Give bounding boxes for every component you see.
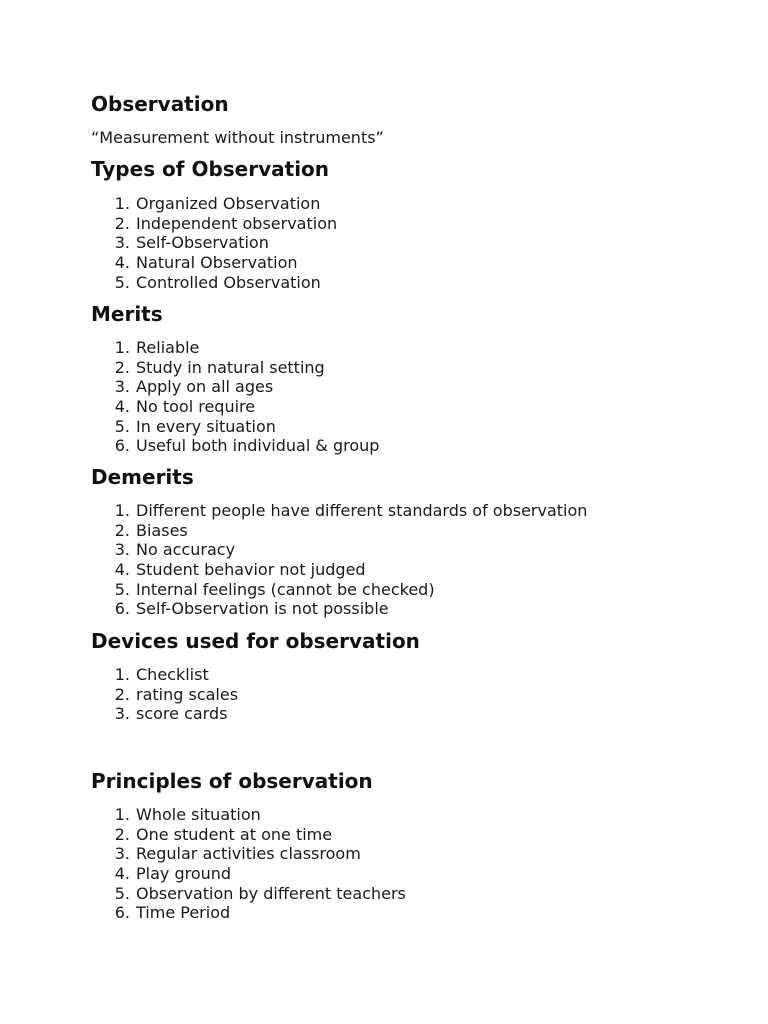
list-item-text: rating scales	[136, 684, 239, 704]
list-number: 5.	[114, 883, 130, 903]
list-item-text: Controlled Observation	[136, 272, 321, 292]
list-item-text: Internal feelings (cannot be checked)	[136, 579, 435, 599]
list-number: 6.	[114, 599, 130, 619]
list-item-text: Whole situation	[136, 805, 261, 824]
list-item-text: Independent observation	[136, 213, 338, 233]
list-item-text: score cards	[136, 704, 228, 724]
list-number: 2.	[114, 684, 130, 704]
list-item-text: Useful both individual & group	[136, 436, 380, 456]
list-number: 5.	[114, 579, 130, 599]
list-number: 2.	[114, 213, 130, 233]
list-number: 5.	[114, 416, 130, 436]
list-item-text: Organized Observation	[136, 194, 321, 213]
list-number: 3.	[114, 704, 130, 724]
list-item-text: Different people have different standards of observation	[136, 501, 588, 520]
list-number: 5.	[114, 272, 130, 292]
list-number: 6.	[114, 436, 130, 456]
list-item-text: Self-Observation	[136, 233, 269, 253]
list-number: 1.	[114, 805, 130, 824]
list-number: 4.	[114, 253, 130, 273]
list-item-text: Play ground	[136, 864, 232, 884]
list-number: 3.	[114, 233, 130, 253]
list-number: 4.	[114, 560, 130, 580]
list-number: 1.	[114, 665, 130, 684]
list-number: 2.	[114, 520, 130, 540]
list-item-text: Reliable	[136, 338, 200, 357]
list-number: 3.	[114, 377, 130, 397]
list-item-text: Time Period	[136, 903, 231, 923]
list-item-text: No accuracy	[136, 540, 236, 560]
section-heading-merits: Merits	[91, 302, 163, 326]
list-item-text: Checklist	[136, 665, 209, 684]
list-item-text: Student behavior not judged	[136, 560, 366, 580]
list-number: 1.	[114, 501, 130, 520]
list-item-text: Natural Observation	[136, 253, 298, 273]
definition-quote: “Measurement without instruments”	[91, 128, 384, 147]
list-number: 2.	[114, 824, 130, 844]
list-number: 4.	[114, 864, 130, 884]
list-number: 1.	[114, 194, 130, 213]
list-number: 1.	[114, 338, 130, 357]
list-item-text: No tool require	[136, 397, 256, 417]
list-item-text: Biases	[136, 520, 188, 540]
list-item-text: One student at one time	[136, 824, 333, 844]
list-number: 4.	[114, 397, 130, 417]
section-heading-types: Types of Observation	[91, 157, 330, 181]
list-number: 6.	[114, 903, 130, 923]
list-number: 3.	[114, 844, 130, 864]
list-item-text: Self-Observation is not possible	[136, 599, 389, 619]
list-item-text: Apply on all ages	[136, 377, 274, 397]
section-heading-demerits: Demerits	[91, 465, 194, 489]
list-item-text: Study in natural setting	[136, 357, 325, 377]
section-heading-devices: Devices used for observation	[91, 629, 420, 653]
list-item-text: Observation by different teachers	[136, 883, 406, 903]
document-title: Observation	[91, 92, 229, 116]
section-heading-principles: Principles of observation	[91, 769, 373, 793]
list-number: 3.	[114, 540, 130, 560]
list-number: 2.	[114, 357, 130, 377]
list-item-text: In every situation	[136, 416, 276, 436]
list-item-text: Regular activities classroom	[136, 844, 361, 864]
